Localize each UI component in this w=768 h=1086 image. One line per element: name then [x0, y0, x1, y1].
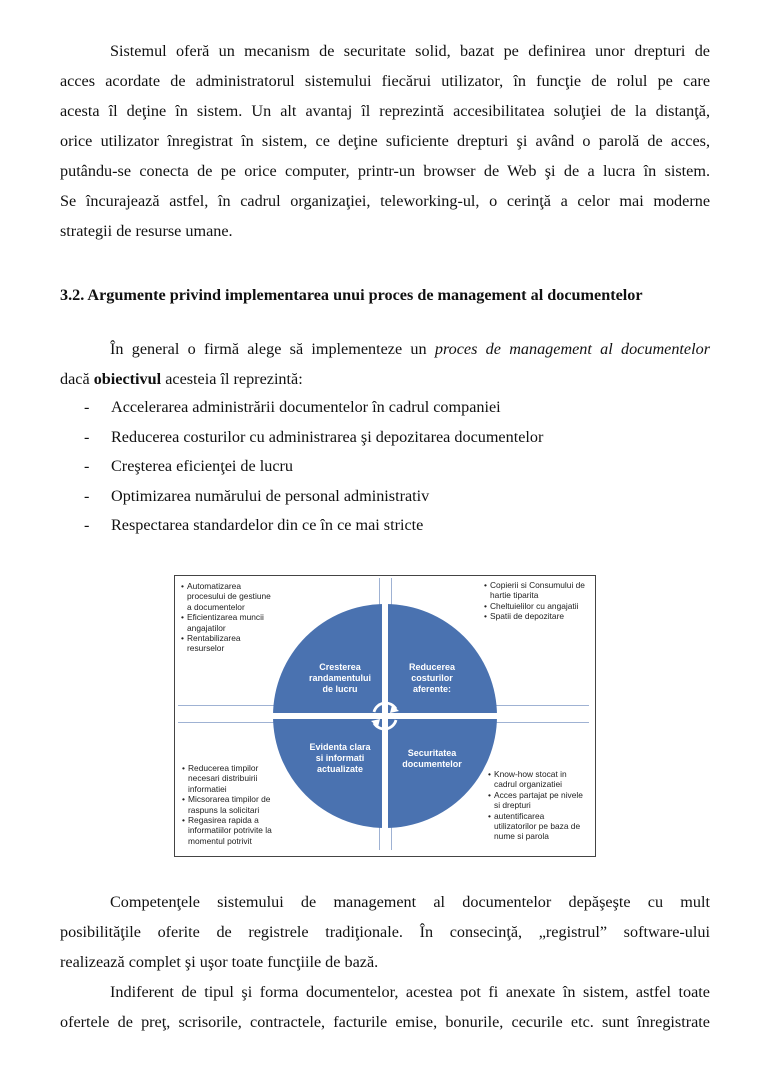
quadrant-label-bottom-left: Evidenta clara si informati actualizate [309, 742, 371, 774]
text-line: ofertele de preţ, scrisorile, contractele, facturile emise, bonurile, cecurile etc. sunt înregistrate [60, 1013, 710, 1031]
bullet-text: Eficientizarea muncii [187, 612, 264, 623]
text-line: Se încurajează astfel, în cadrul organizaţiei, teleworking-ul, o cerinţă a celor mai moderne [60, 192, 710, 210]
benefits-diagram [174, 575, 596, 857]
bullet-text-continued: utilizatorilor pe baza de [494, 821, 581, 832]
paragraph-documents [60, 977, 710, 1037]
bullet-text-continued: nume si parola [494, 831, 549, 842]
dash-bullet: - [84, 486, 90, 505]
quadrant-label-bottom-right: Securitatea documentelor [402, 748, 462, 769]
intro-text: dacă [60, 370, 94, 388]
bullet-text-continued: necesari distribuirii [188, 773, 258, 784]
list-item-text: Respectarea standardelor din ce în ce mai stricte [111, 516, 424, 534]
bullet-text-continued: informatiei [188, 783, 227, 794]
dash-bullet: - [84, 427, 90, 446]
dash-bullet: - [84, 398, 90, 416]
intro-text: În general o firmă alege să implementeze un [110, 340, 435, 358]
list-item [84, 511, 543, 541]
quadrant-label-top-right: Reducerea costurilor aferente: [408, 662, 456, 694]
text-line: orice utilizator înregistrat în sistem, ce deţine suficiente drepturi şi având o parolă de acces, [60, 132, 710, 150]
objectives-list [84, 393, 543, 541]
bullet-text: Micsorarea timpilor de [188, 794, 271, 805]
diagram-svg [175, 576, 595, 856]
text-line: putându-se conecta de pe orice computer, printr-un browser de Web şi de a lucra în sistem. [60, 162, 710, 180]
paragraph-competences [60, 887, 710, 977]
bullet-text-continued: si drepturi [494, 800, 531, 811]
list-item [84, 423, 543, 453]
text-line: strategii de resurse umane. [60, 222, 233, 240]
bullet-text: Cheltuielilor cu angajatii [490, 600, 579, 611]
paragraph-intro [60, 334, 710, 394]
list-item [84, 482, 543, 512]
intro-italic-text: proces de management al documentelor [434, 340, 710, 358]
bullet-text: Automatizarea [187, 581, 241, 591]
intro-bold-text: obiectivul [93, 370, 162, 388]
bullet-text-continued: a documentelor [187, 601, 245, 612]
dash-bullet: - [84, 457, 90, 475]
bullet-text-continued: angajatilor [187, 622, 226, 633]
text-line: Indiferent de tipul şi forma documentelor, acestea pot fi anexate în sistem, astfel toate [110, 983, 710, 1001]
bullet-text-continued: momentul potrivit [188, 835, 252, 846]
list-item-text: Accelerarea administrării documentelor în cadrul companiei [111, 398, 501, 416]
bullet-text: Acces partajat pe nivele [494, 789, 583, 800]
bullet-text: autentificarea [494, 810, 545, 821]
bullet-text-continued: raspuns la solicitari [188, 804, 260, 815]
intro-text: acesteia îl reprezintă: [161, 370, 303, 388]
text-line [60, 364, 710, 394]
text-line: Competenţele sistemului de management al documentelor depăşeşte cu mult [110, 893, 710, 911]
dash-bullet: - [84, 516, 90, 534]
text-line: acesta îl deţine în sistem. Un alt avantaj îl reprezintă accesibilitatea soluţiei de la distanţă, [60, 102, 710, 120]
list-item [84, 452, 543, 482]
bullet-text: Spatii de depozitare [490, 611, 565, 622]
bullet-text-continued: informatiilor potrivite la [188, 825, 272, 836]
text-line: acces acordate de administratorul sistemului fiecărui utilizator, în funcţie de rolul pe care [60, 72, 710, 90]
list-item-text: Creşterea eficienţei de lucru [111, 457, 294, 475]
bullet-text: Rentabilizarea [187, 633, 241, 644]
bullet-text-continued: hartie tiparita [490, 590, 539, 601]
text-line: realizează complet şi uşor toate funcţiile de bază. [60, 953, 379, 971]
bullet-text-continued: cadrul organizatiei [494, 779, 562, 790]
bullet-text: Copierii si Consumului de [490, 580, 585, 590]
bullet-text-continued: resurselor [187, 643, 225, 654]
bullet-text: Know-how stocat in [494, 769, 567, 779]
bullet-text-continued: procesului de gestiune [187, 591, 271, 602]
list-item-text: Reducerea costurilor cu administrarea şi depozitarea documentelor [111, 427, 544, 446]
text-line: posibilităţile oferite de registrele tradiţionale. În consecinţă, „registrul” software-ului [60, 923, 710, 941]
quadrant-label-top-left: Cresterea randamentului de lucru [308, 662, 371, 694]
bullet-text: Reducerea timpilor [188, 763, 259, 773]
text-line [60, 334, 710, 364]
vertical-divider [382, 596, 388, 836]
bullet-text: Regasirea rapida a [188, 815, 259, 826]
list-item-text: Optimizarea numărului de personal administrativ [111, 486, 430, 505]
text-line: Sistemul oferă un mecanism de securitate solid, bazat pe definirea unor drepturi de [110, 42, 710, 60]
section-heading: 3.2. Argumente privind implementarea unui proces de management al documentelor [60, 286, 643, 304]
paragraph-security [60, 36, 710, 246]
list-item [84, 393, 543, 423]
